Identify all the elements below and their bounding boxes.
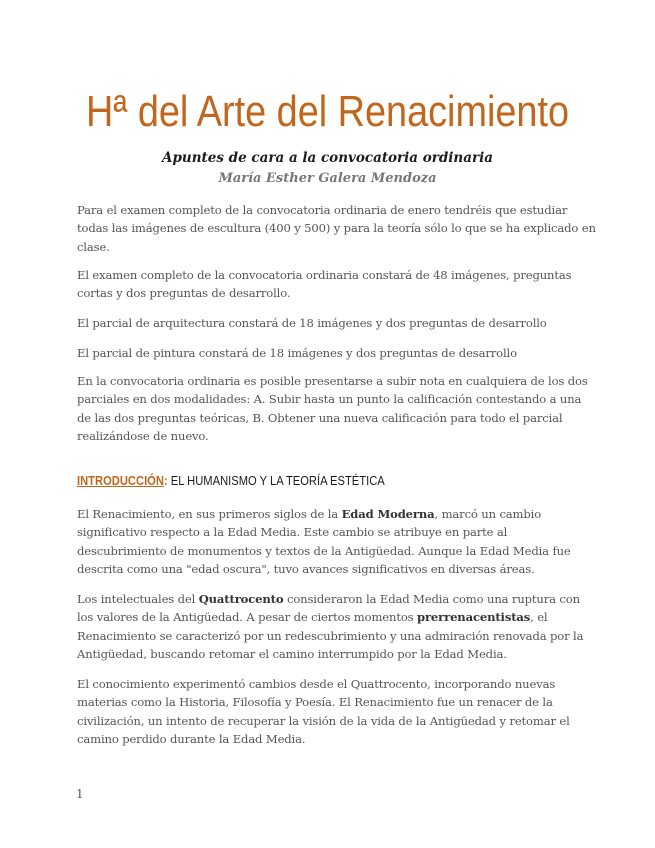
intro-paragraph bbox=[77, 344, 587, 362]
text-line: cortas y dos preguntas de desarrollo. bbox=[77, 286, 291, 301]
text-fragment: , el bbox=[530, 610, 548, 625]
text-line: camino perdido durante la Edad Media. bbox=[77, 732, 306, 747]
section-heading-accent: INTRODUCCIÓN bbox=[77, 473, 164, 488]
section-paragraph bbox=[77, 505, 587, 579]
text-fragment: Los intelectuales del bbox=[77, 592, 199, 606]
text-line: civilización, un intento de recuperar la visión de la vida de la Antigüedad y retomar el bbox=[77, 713, 570, 728]
text-fragment: los valores de la Antigüedad. A pesar de ciertos momentos bbox=[77, 610, 418, 625]
text-line: En la convocatoria ordinaria es posible presentarse a subir nota en cualquiera de los dos bbox=[77, 374, 588, 388]
page-number: 1 bbox=[76, 787, 84, 801]
text-line: de las dos preguntas teóricas, B. Obtener una nueva calificación para todo el parcial bbox=[77, 410, 563, 425]
text-line bbox=[77, 505, 587, 523]
section-heading bbox=[77, 473, 435, 488]
text-line: descubrimiento de monumentos y textos de la Antigüedad. Aunque la Edad Media fue bbox=[77, 543, 571, 558]
section-paragraph bbox=[77, 590, 587, 664]
text-line: significativo respecto a la Edad Media. Este cambio se atribuye en parte al bbox=[77, 525, 508, 540]
bold-term: prerrenacentistas bbox=[417, 610, 531, 625]
intro-paragraph bbox=[77, 314, 587, 332]
text-line: todas las imágenes de escultura (400 y 500) y para la teoría sólo lo que se ha explicado en bbox=[77, 221, 596, 236]
section-heading-text: EL HUMANISMO Y LA TEORÍA ESTÉTICA bbox=[167, 473, 385, 488]
section-paragraph bbox=[77, 675, 587, 749]
intro-paragraph bbox=[77, 266, 587, 303]
text-line: Renacimiento se caracterizó por un redescubrimiento y una admiración renovada por la bbox=[77, 628, 584, 643]
text-line: El parcial de arquitectura constará de 18 imágenes y dos preguntas de desarrollo bbox=[77, 316, 547, 330]
text-fragment: consideraron la Edad Media como una ruptura con bbox=[283, 592, 580, 606]
text-line: El conocimiento experimentó cambios desde el Quattrocento, incorporando nuevas bbox=[77, 677, 556, 691]
bold-term: Quattrocento bbox=[198, 592, 284, 606]
text-line bbox=[77, 590, 587, 608]
document-subtitle: Apuntes de cara a la convocatoria ordinaria bbox=[162, 150, 493, 166]
text-line: El examen completo de la convocatoria ordinaria constará de 48 imágenes, preguntas bbox=[77, 268, 572, 282]
section-heading-colon: : bbox=[163, 473, 168, 488]
text-line: Para el examen completo de la convocatoria ordinaria de enero tendréis que estudiar bbox=[77, 203, 568, 217]
bold-term: Edad Moderna bbox=[341, 507, 435, 521]
text-line: realizándose de nuevo. bbox=[77, 429, 209, 444]
intro-paragraph bbox=[77, 201, 596, 256]
text-line: clase. bbox=[77, 239, 110, 254]
text-line: Antigüedad, buscando retomar el camino interrumpido por la Edad Media. bbox=[77, 647, 507, 662]
text-line: descrita como una "edad oscura", tuvo avances significativos en diversas áreas. bbox=[77, 562, 535, 577]
text-fragment: , marcó un cambio bbox=[434, 507, 542, 521]
text-line: materias como la Historia, Filosofía y Poesía. El Renacimiento fue un renacer de la bbox=[77, 695, 553, 710]
document-author: María Esther Galera Mendoza bbox=[218, 171, 437, 186]
text-line: El parcial de pintura constará de 18 imágenes y dos preguntas de desarrollo bbox=[77, 346, 517, 360]
text-fragment: El Renacimiento, en sus primeros siglos de la bbox=[77, 507, 342, 521]
intro-paragraph bbox=[77, 372, 587, 446]
page-title: Hª del Arte del Renacimiento bbox=[85, 87, 570, 136]
text-line bbox=[77, 608, 587, 626]
text-line: parciales en dos modalidades: A. Subir hasta un punto la calificación contestando a una bbox=[77, 392, 582, 407]
